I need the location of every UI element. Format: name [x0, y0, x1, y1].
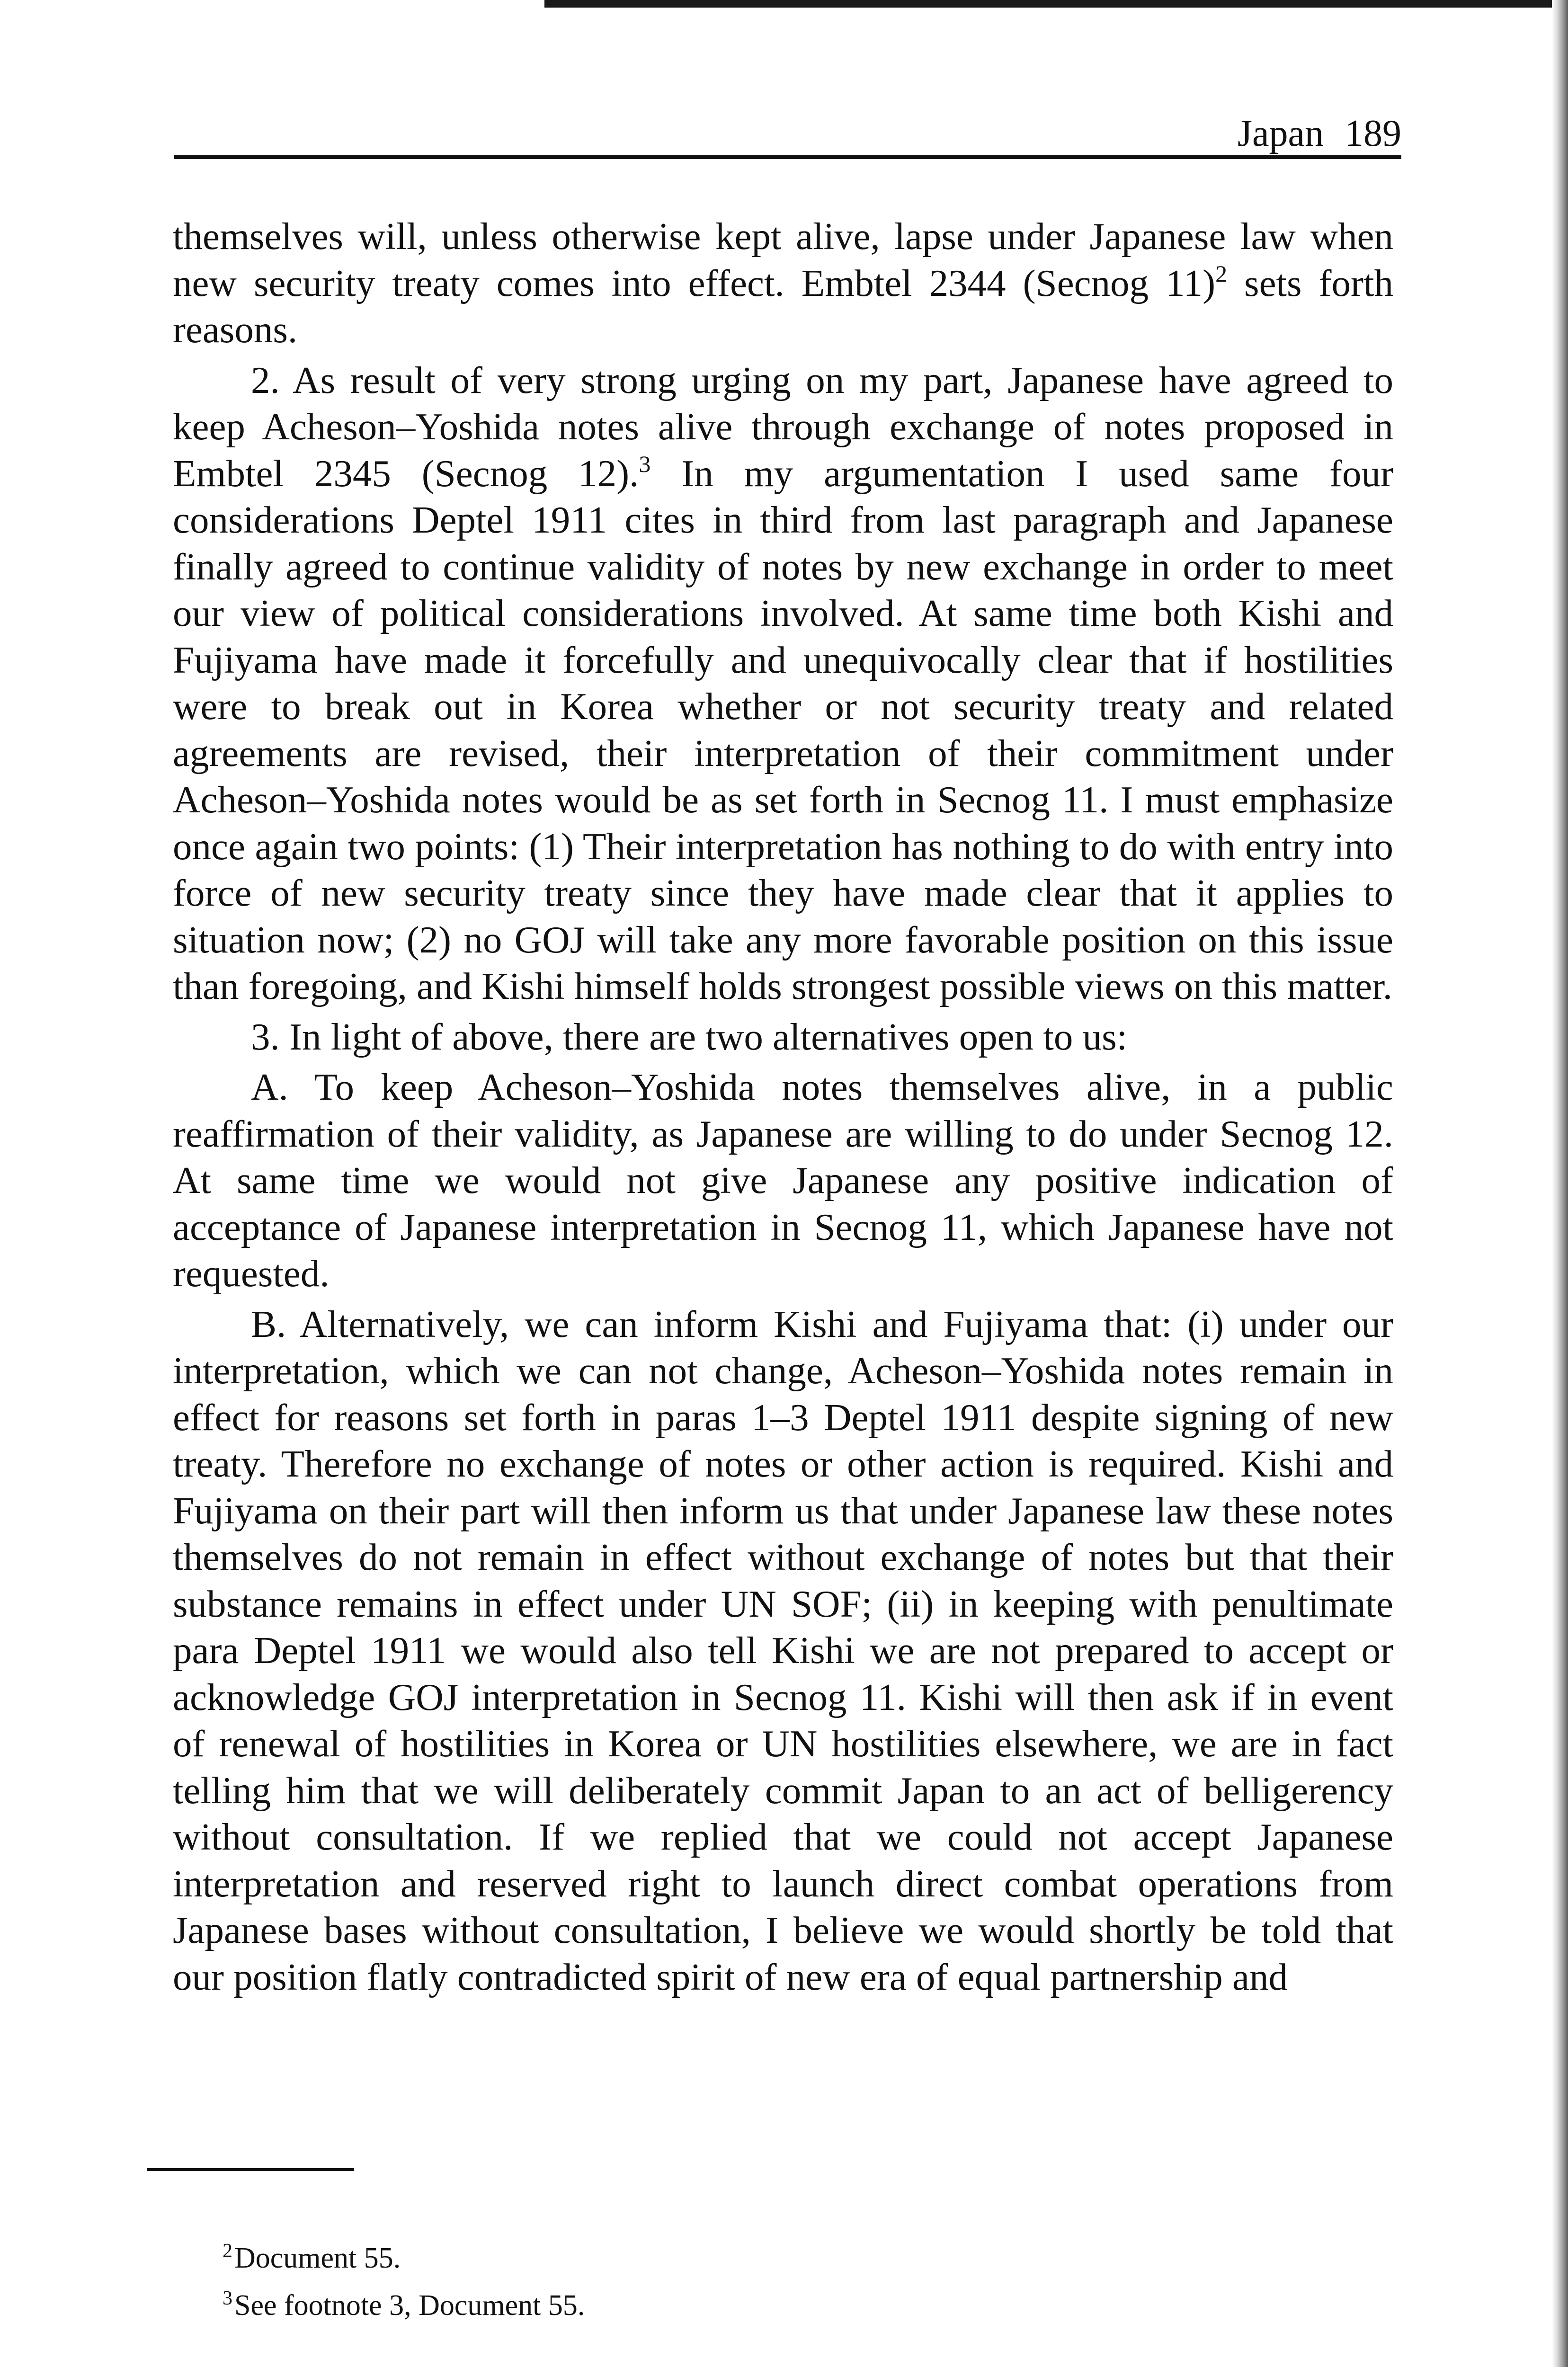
body-text: [173, 213, 1393, 2004]
running-head-title: Japan: [1237, 113, 1324, 154]
paragraph-text: In my argumentation I used same four considerations Deptel 1911 cites in third from last paragraph and Japanese finally agreed to continue validity of notes by new exchange in order to meet our view of political considerations involved. At same time both Kishi and Fujiyama have made it forcefully and unequivocally clear that if hostilities were to break out in Korea whether or not security treaty and related agreements are revised, their interpretation of their commitment under Acheson–Yoshida notes would be as set forth in Secnog 11. I must emphasize once again two points: (1) Their interpretation has nothing to do with entry into force of new security treaty since they have made clear that it applies to situation now; (2) no GOJ will take any more favorable position on this issue than foregoing, and Kishi himself holds strongest possible views on this matter.: [173, 452, 1393, 1007]
footnote-text: See footnote 3, Document 55.: [234, 2289, 585, 2322]
paragraph-text: themselves will, unless otherwise kept alive, lapse under Japanese law when new security treaty comes into effect. Embtel 2344 (Secnog 11): [173, 215, 1393, 304]
footnote: [223, 2282, 1359, 2329]
page-number: 189: [1345, 113, 1401, 154]
footnote-ref: 2: [1215, 260, 1228, 287]
footnote-text: Document 55.: [234, 2242, 401, 2274]
paragraph-b: B. Alternatively, we can inform Kishi and Fujiyama that: (i) under our interpretation, which we can not change, Acheson–Yoshida notes remain in effect for reasons set forth in paras 1–3 Deptel 1911 despite signing of new treaty. Therefore no exchange of notes or other action is required. Kishi and Fujiyama on their part will then inform us that under Japanese law these notes themselves do not remain in effect without exchange of notes but that their substance remains in effect under UN SOF; (ii) in keeping with penultimate para Deptel 1911 we would also tell Kishi we are not prepared to accept or acknowledge GOJ interpretation in Secnog 11. Kishi will then ask if in event of renewal of hostilities in Korea or UN hostilities elsewhere, we are in fact telling him that we will deliberately commit Japan to an act of belligerency without consultation. If we replied that we could not accept Japanese interpretation and reserved right to launch direct combat operations from Japanese bases without consultation, I believe we would shortly be told that our position flatly contradicted spirit of new era of equal partnership and: [173, 1302, 1393, 1998]
footnotes: [223, 2234, 1359, 2329]
scan-edge-right: [1552, 0, 1568, 2367]
paragraph-3: 3. In light of above, there are two alternatives open to us:: [251, 1015, 1128, 1058]
footnote-ref: 3: [639, 450, 651, 477]
scan-edge-top: [544, 0, 1568, 8]
footnote-number: 3: [223, 2287, 232, 2309]
paragraph-continued: [173, 213, 1393, 353]
paragraph-2: [173, 357, 1393, 1010]
footnote-rule: [147, 2168, 354, 2171]
running-head: [0, 110, 1401, 157]
footnote: [223, 2234, 1359, 2282]
footnote-number: 2: [223, 2240, 232, 2262]
paragraph-text: sets forth reasons.: [173, 261, 1394, 351]
paragraph-a: A. To keep Acheson–Yoshida notes themselves alive, in a public reaffirmation of their validity, as Japanese are willing to do under Secnog 12. At same time we would not give Japanese any positive indication of acceptance of Japanese interpretation in Secnog 11, which Japanese have not requested.: [173, 1066, 1393, 1295]
header-rule: [174, 155, 1401, 159]
paragraph-text: 2. As result of very strong urging on my part, Japanese have agreed to keep Acheson–Yoshida notes alive through exchange of notes proposed in Embtel 2345 (Secnog 12).: [173, 358, 1393, 495]
